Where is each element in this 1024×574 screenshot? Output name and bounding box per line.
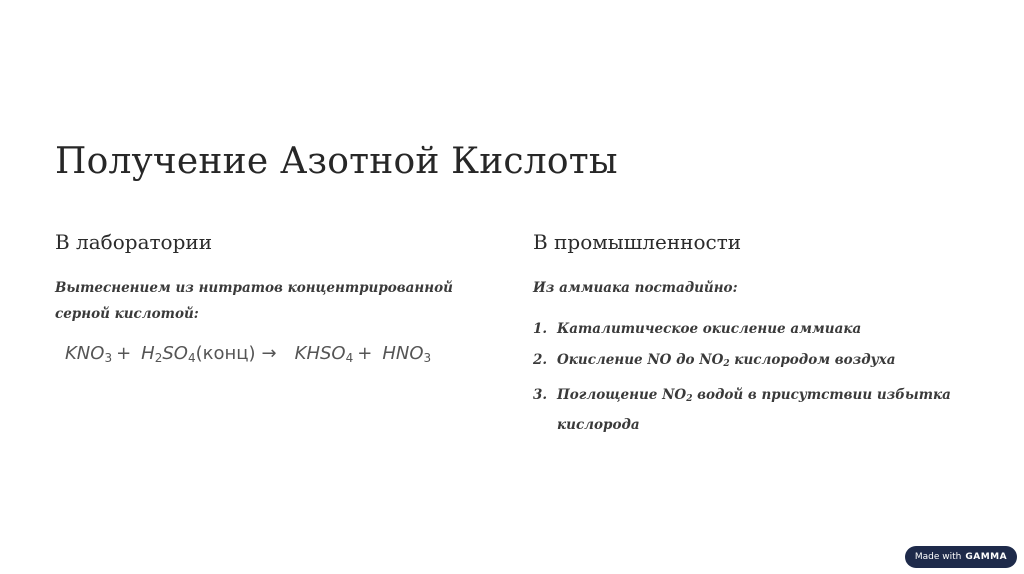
reaction-arrow: → <box>261 343 277 364</box>
gamma-logo: GAMMA <box>965 552 1008 562</box>
plus-sign: + <box>357 343 373 364</box>
reaction-equation <box>65 343 495 365</box>
laboratory-section <box>55 230 495 365</box>
industry-heading: В промышленности <box>533 230 742 254</box>
reactant-kno3: $KNO_3$ <box>65 343 113 365</box>
laboratory-heading: В лаборатории <box>55 230 213 254</box>
process-steps <box>533 316 973 438</box>
reactant-h2so4: $H_2SO_4(конц)$ <box>141 343 256 365</box>
plus-sign: + <box>116 343 132 364</box>
made-with-gamma-badge[interactable] <box>905 546 1017 568</box>
list-item: 2. Окисление NO до $NO_2$ кислородом воздуха <box>533 352 896 369</box>
industry-section <box>533 230 973 443</box>
product-hno3: $HNO_3$ <box>382 343 432 365</box>
list-item: 3. Поглощение $NO_2$ водой в присутствии избытка кислорода <box>533 387 951 433</box>
badge-prefix: Made with <box>914 552 962 562</box>
page-title: Получение Азотной Кислоты <box>55 141 618 182</box>
list-item: 1. Каталитическое окисление аммиака <box>533 321 862 337</box>
laboratory-description: Вытеснением из нитратов концентрированной серной кислотой: <box>55 280 453 322</box>
product-khso4: $KHSO_4$ <box>294 343 354 365</box>
industry-description: Из аммиака постадийно: <box>533 280 738 296</box>
